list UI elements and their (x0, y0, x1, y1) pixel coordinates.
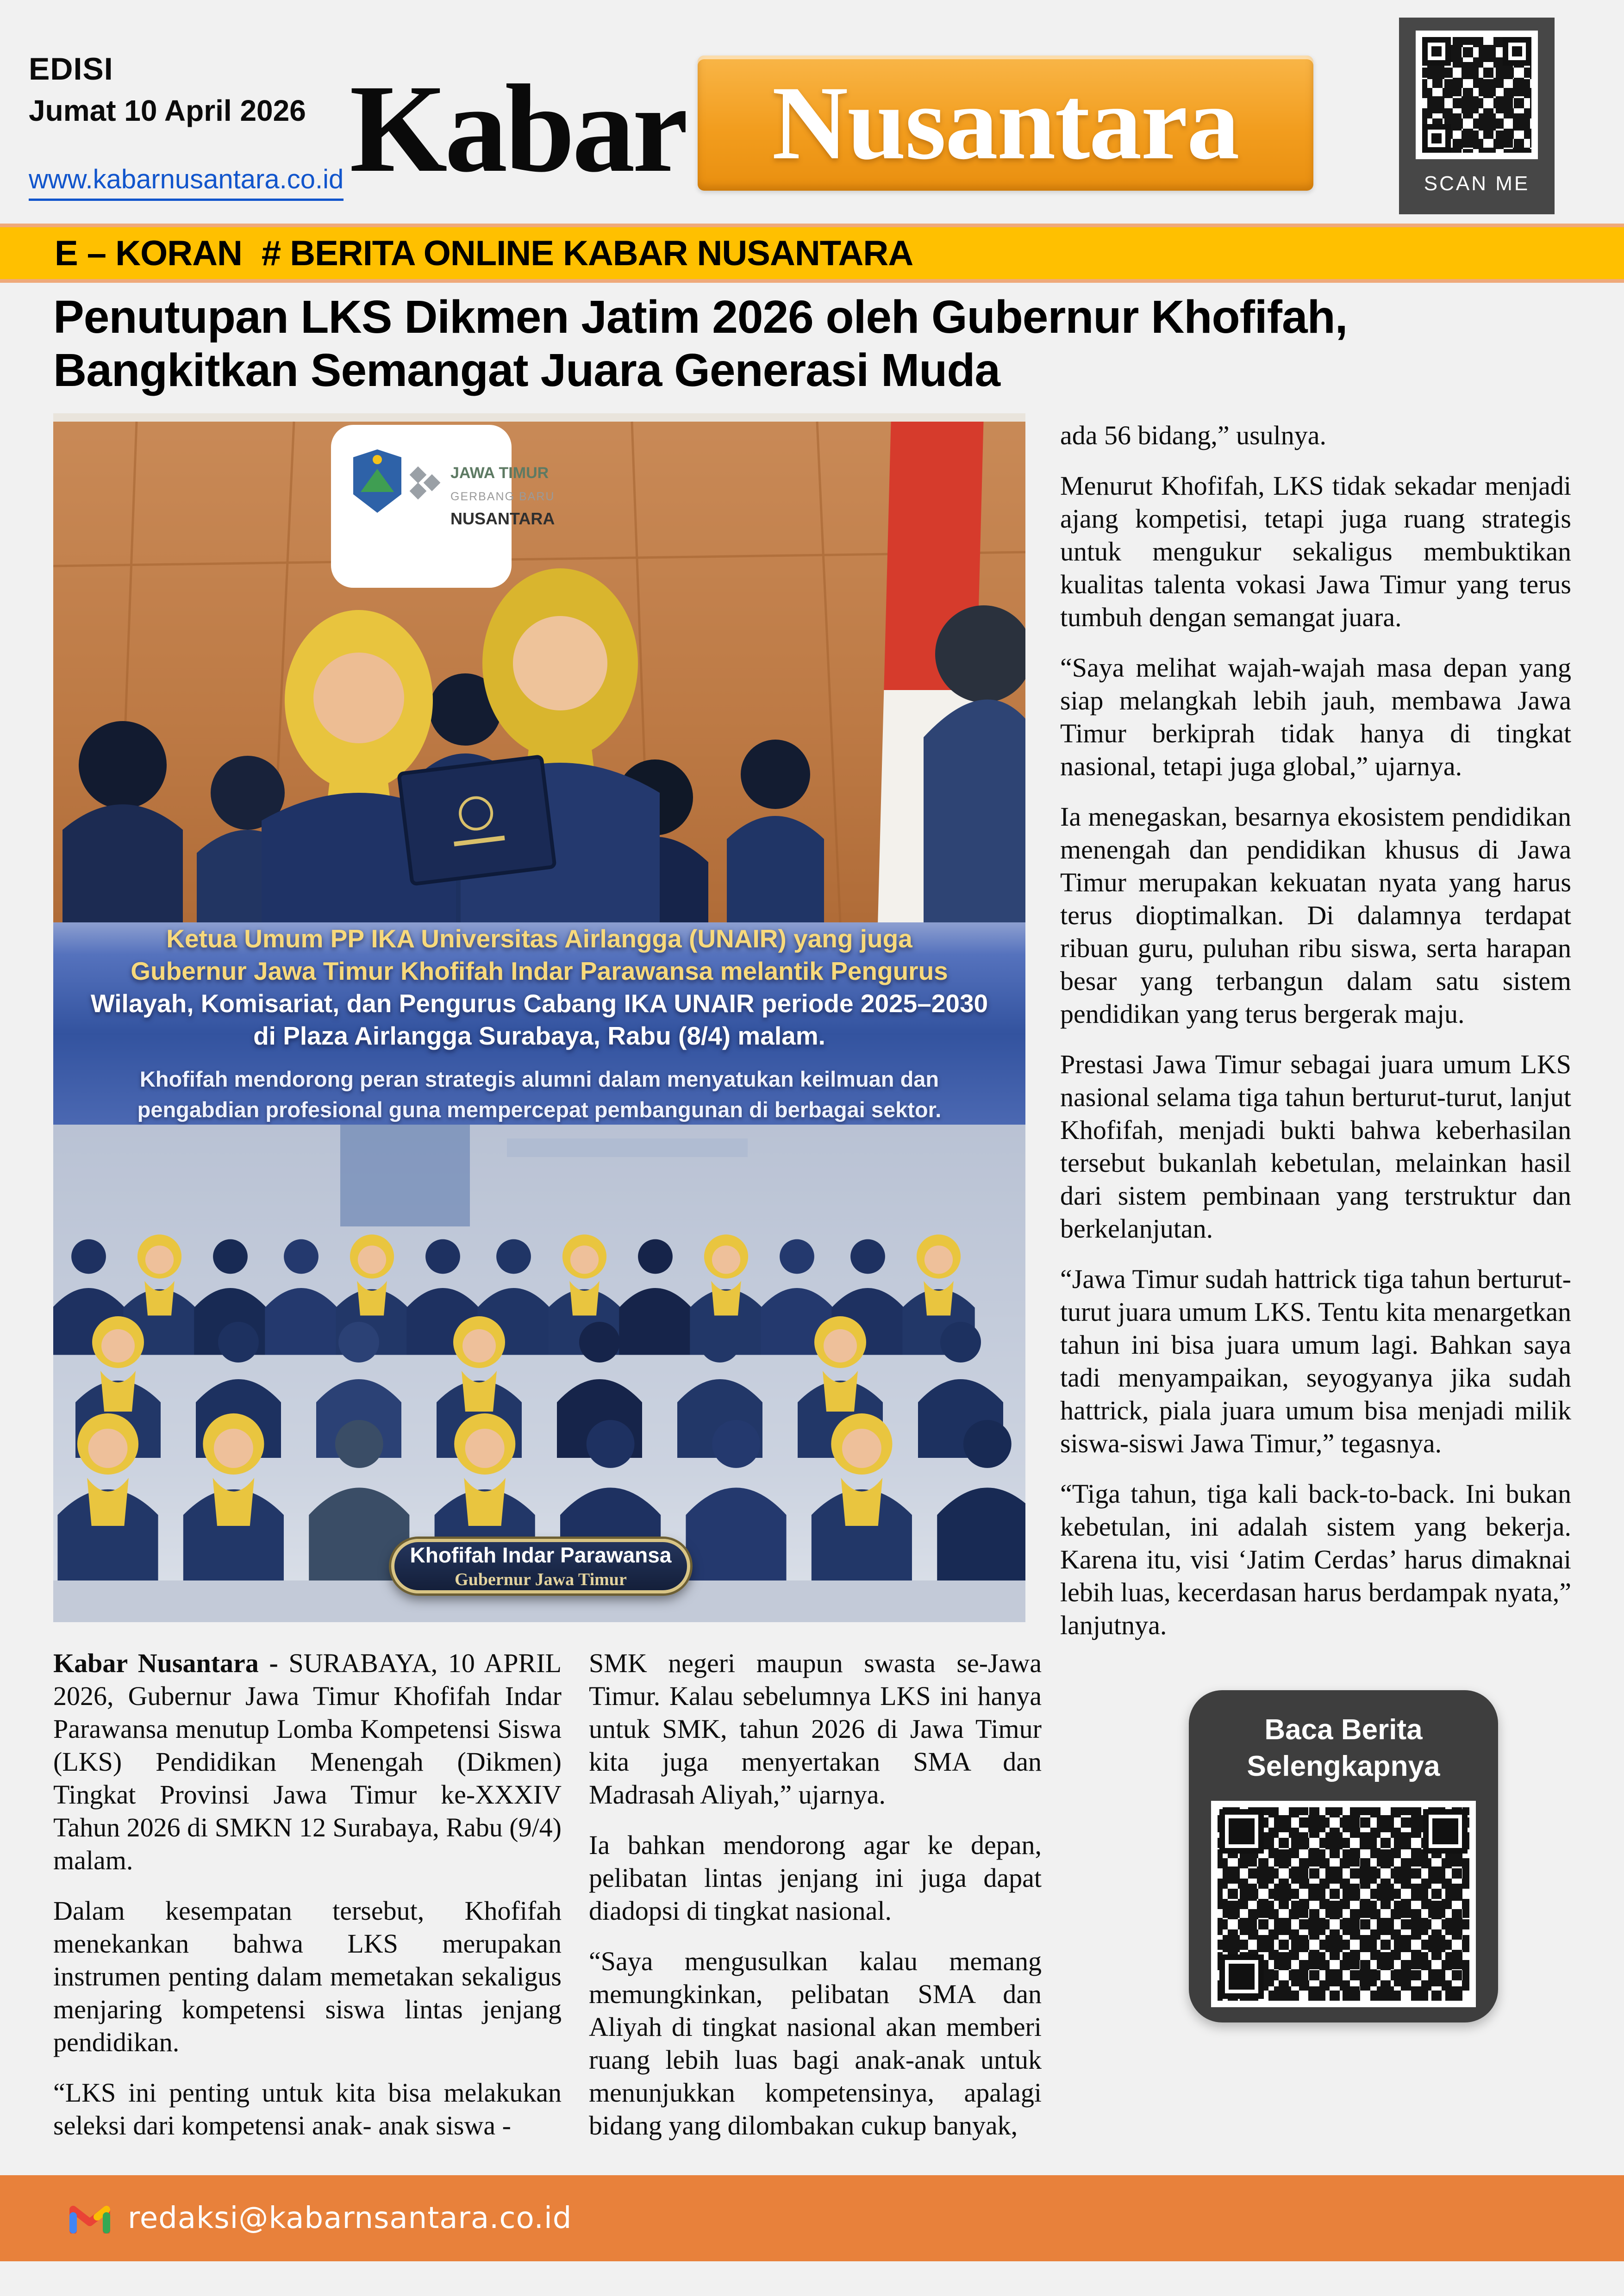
read-more-title (1247, 1711, 1440, 1785)
photo-caption-band (53, 922, 1025, 1125)
caption-line-1: Ketua Umum PP IKA Universitas Airlangga (UNAIR) yang juga (166, 924, 912, 953)
ekoran-label: E – KORAN (55, 233, 242, 273)
headline-line-2: Bangkitkan Semangat Juara Generasi Muda (53, 344, 1000, 396)
qr-finder (1219, 1809, 1264, 1854)
read-more-card[interactable] (1189, 1690, 1498, 2022)
name-tag (391, 1539, 690, 1593)
badge-line-1: JAWA TIMUR (450, 464, 549, 482)
badge-line-2: GERBANG BARU (450, 490, 555, 503)
qr-finder (1423, 1809, 1468, 1854)
paragraph: “Saya mengusulkan kalau memang memungkinkan, pelibatan SMA dan Aliyah di tingkat nasional akan memberi ruang lebih luas bagi anak-anak untuk menunjukkan kompetensinya, apalagi bidang yang dilombakan cukup banyak, (589, 1946, 1042, 2140)
main-photo (53, 413, 1025, 1622)
headline-line-1: Penutupan LKS Dikmen Jatim 2026 oleh Gubernur Khofifah, (53, 291, 1348, 343)
caption-line-2: Gubernur Jawa Timur Khofifah Indar Parawansa melantik Pengurus (131, 956, 948, 985)
article-column-right (1060, 419, 1571, 1659)
paragraph: Dalam kesempatan tersebut, Khofifah menekankan bahwa LKS merupakan instrumen penting dalam memetakan sekaligus menjaring kompetensi siswa lintas jenjang pendidikan. (53, 1896, 562, 2057)
masthead (350, 56, 1313, 199)
name-tag-subtitle: Gubernur Jawa Timur (455, 1570, 627, 1589)
qr-finder (1219, 1954, 1264, 1999)
read-more-qr-code (1211, 1801, 1476, 2007)
paragraph: Prestasi Jawa Timur sebagai juara umum LKS nasional selama tiga tahun berturut-turut, lanjut Khofifah, menjadi bukti bahwa keberhasilan tersebut bukanlah kebetulan, melainkan hasil dari sistem pembinaan yang terstruktur dan berkelanjutan. (1060, 1049, 1571, 1244)
read-more-line-1: Baca Berita (1264, 1714, 1423, 1746)
masthead-orange-box (698, 56, 1313, 191)
read-more-line-2: Selengkapnya (1247, 1750, 1440, 1783)
caption-subtext: Khofifah mendorong peran strategis alumni dalam menyatukan keilmuan dan pengabdian profesional guna mempercepat pembangunan di berbagai sektor. (137, 1066, 942, 1122)
caption-line-4: di Plaza Airlangga Surabaya, Rabu (8/4) malam. (253, 1021, 825, 1050)
paragraph: “Tiga tahun, tiga kali back-to-back. Ini bukan kebetulan, ini adalah sistem yang bekerja. Karena itu, visi ‘Jatim Cerdas’ harus dimaknai lebih luas, kecerdasan harus berdampak nyata,” lanjutnya. (1060, 1479, 1571, 1640)
edition-date: Jumat 10 April 2026 (29, 94, 306, 127)
paragraph: Menurut Khofifah, LKS tidak sekadar menjadi ajang kompetisi, tetapi juga ruang strategis untuk mengukur sekaligus membuktikan kualitas talenta vokasi Jawa Timur yang terus tumbuh dengan semangat juara. (1060, 471, 1571, 632)
qr-finder (1422, 37, 1451, 66)
website-link[interactable]: www.kabarnusantara.co.id (29, 164, 344, 201)
ekoran-banner (0, 224, 1624, 283)
paragraph: SMK negeri maupun swasta se-Jawa Timur. Kalau sebelumnya LKS ini hanya untuk SMK, tahun 2026 di Jawa Timur kita juga menyertakan SMA dan Madrasah Aliyah,” ujarnya. (589, 1648, 1042, 1810)
gmail-icon (69, 2203, 110, 2234)
paragraph: Ia bahkan mendorong agar ke depan, pelibatan lintas jenjang ini juga dapat diadopsi di tingkat nasional. (589, 1830, 1042, 1926)
ceremony-photo-illustration (53, 413, 1025, 922)
article-column-1 (53, 1647, 562, 2159)
article-lead: Kabar Nusantara - (53, 1648, 278, 1678)
badge-line-3: NUSANTARA (450, 509, 555, 528)
masthead-word-nusantara: Nusantara (772, 65, 1239, 181)
qr-finder (1422, 124, 1451, 153)
certificate-folder (399, 756, 555, 884)
paragraph: “LKS ini penting untuk kita bisa melakukan seleksi dari kompetensi anak- anak siswa - (53, 2078, 562, 2140)
qr-finder (1503, 37, 1531, 66)
edition-block (29, 51, 344, 201)
ekoran-tagline: # BERITA ONLINE KABAR NUSANTARA (261, 233, 913, 273)
scan-me-label: SCAN ME (1424, 172, 1530, 195)
masthead-word-kabar: Kabar (350, 59, 686, 199)
header-qr-code (1416, 31, 1538, 159)
footer-bar (0, 2175, 1624, 2261)
header-qr-card (1399, 18, 1555, 214)
caption-line-3: Wilayah, Komisariat, dan Pengurus Cabang IKA UNAIR periode 2025–2030 (90, 989, 988, 1018)
paragraph: “Jawa Timur sudah hattrick tiga tahun berturut-turut juara umum LKS. Tentu kita menargetkan tahun ini bisa juara umum lagi. Bahkan saya tadi menyampaikan, seyogyanya jika sudah hattrick, piala juara umum bisa menjadi milik siswa-siswi Jawa Timur,” tegasnya. (1060, 1264, 1571, 1458)
paragraph: “Saya melihat wajah-wajah masa depan yang siap melangkah lebih jauh, membawa Jawa Timur berkiprah tidak hanya di tingkat nasional, tetapi juga global,” ujarnya. (1060, 653, 1571, 781)
name-tag-title: Khofifah Indar Parawansa (410, 1543, 672, 1567)
paragraph-text: SURABAYA, 10 APRIL 2026, Gubernur Jawa Timur Khofifah Indar Parawansa menutup Lomba Kompetensi Siswa (LKS) Pendidikan Menengah (Dikmen) Tingkat Provinsi Jawa Timur ke-XXXIV Tahun 2026 di SMKN 12 Surabaya, Rabu (9/4) malam. (53, 1648, 562, 1875)
edition-label: EDISI (29, 51, 113, 87)
paragraph (53, 1647, 562, 1877)
article-headline (53, 291, 1590, 397)
article-column-2 (589, 1647, 1042, 2159)
contact-email[interactable]: redaksi@kabarnsantara.co.id (128, 2201, 572, 2235)
paragraph: Ia menegaskan, besarnya ekosistem pendidikan menengah dan pendidikan khusus di Jawa Timur merupakan kekuatan nyata yang harus terus dioptimalkan. Di dalamnya terdapat ribuan guru, puluhan ribu siswa, serta harapan besar yang terbangun dalam satu sistem pendidikan yang terus bergerak maju. (1060, 802, 1571, 1029)
paragraph: ada 56 bidang,” usulnya. (1060, 420, 1327, 450)
